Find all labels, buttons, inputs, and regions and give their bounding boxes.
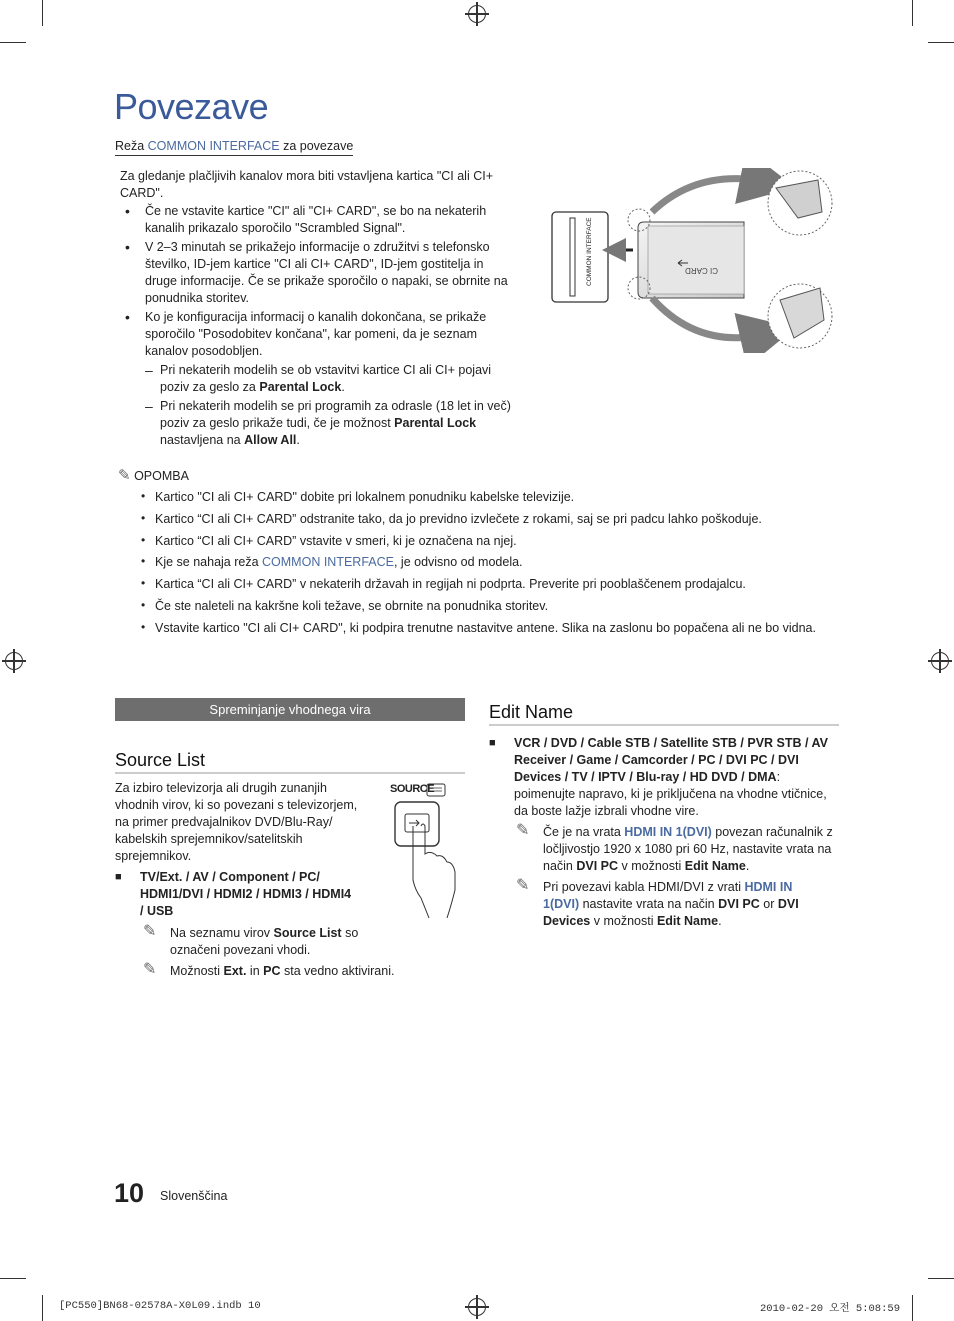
- note-section: [118, 466, 818, 642]
- section-heading: [115, 139, 353, 156]
- slot-label: COMMON INTERFACE: [586, 217, 593, 286]
- square-bullet-icon: ■: [489, 737, 496, 749]
- list-item: [120, 309, 515, 449]
- text: Pri nekaterih modelih se ob vstavitvi kartice CI ali CI+ pojavi poziv za geslo za: [160, 363, 492, 394]
- source-list-note: [143, 925, 378, 959]
- source-list-note: [143, 963, 418, 980]
- text-highlight: HDMI IN 1(DVI): [543, 880, 793, 911]
- text: nastavite vrata na način: [579, 897, 719, 911]
- text-bold: Ext.: [223, 964, 247, 978]
- text: Pri nekaterih modelih se pri programih za odrasle (18 let in več) poziv za geslo prikaže tudi, če je možnost: [160, 399, 511, 430]
- text-highlight: HDMI IN 1(DVI): [624, 825, 712, 839]
- source-list-item: [115, 869, 355, 920]
- note-header: [118, 466, 818, 484]
- text: .: [341, 380, 345, 394]
- edit-name-note: [516, 824, 840, 875]
- crop-mark: [42, 0, 43, 26]
- heading-prefix: Reža: [115, 139, 148, 153]
- registration-mark-icon: [468, 5, 486, 23]
- text-bold: Edit Name: [684, 859, 746, 873]
- list-item: • Če ne vstavite kartice "CI" ali "CI+ CARD", se bo na nekaterih kanalih prikazalo sporočilo "Scrambled Signal".: [120, 203, 515, 237]
- text: Če je na vrata: [543, 825, 625, 839]
- note-label: OPOMBA: [134, 469, 189, 483]
- text: or: [759, 897, 778, 911]
- text: , je odvisno od modela.: [393, 555, 523, 570]
- pencil-icon: ✎: [143, 961, 157, 978]
- text: .: [718, 914, 722, 928]
- crop-mark: [912, 0, 913, 26]
- intro-block: [120, 168, 515, 449]
- text: v možnosti: [618, 859, 685, 873]
- text-bold: Source List: [273, 926, 342, 940]
- sub-list-item: [145, 362, 515, 396]
- heading-suffix: za povezave: [279, 139, 354, 153]
- crop-mark: [42, 1295, 43, 1321]
- pencil-icon: ✎: [118, 467, 131, 484]
- section-bar: Spreminjanje vhodnega vira: [115, 698, 465, 721]
- text-highlight: COMMON INTERFACE: [262, 555, 394, 570]
- crop-mark: [928, 42, 954, 43]
- text-bold: Parental Lock: [259, 380, 342, 394]
- list-item: • Kartico “CI ali CI+ CARD” vstavite v smeri, ki je označena na njej.: [118, 533, 818, 549]
- divider: [489, 724, 839, 726]
- divider: [115, 772, 465, 774]
- pencil-icon: ✎: [143, 923, 157, 940]
- item-text: : poimenujte napravo, ki je priključena na vhodne vtičnice, da boste lažje izbrali vhodne vire.: [514, 770, 827, 818]
- text: nastavljena na: [160, 433, 245, 447]
- square-bullet-icon: ■: [115, 871, 122, 883]
- text-bold: DVI PC: [718, 897, 760, 911]
- text: so označeni povezani vhodi.: [170, 926, 359, 957]
- list-item: [118, 554, 818, 570]
- text: Možnosti: [170, 964, 224, 978]
- text: v možnosti: [590, 914, 657, 928]
- heading-highlight: COMMON INTERFACE: [147, 139, 280, 153]
- text: Na seznamu virov: [170, 926, 274, 940]
- source-list-heading: Source List: [115, 750, 206, 770]
- intro-text: Za gledanje plačljivih kanalov mora biti vstavljena kartica "CI ali CI+ CARD".: [120, 169, 494, 200]
- list-item: • Vstavite kartico "CI ali CI+ CARD", ki podpira trenutne nastavitve antene. Slika na zaslonu bo popačena ali ne bo vidna.: [118, 620, 818, 636]
- item-text: TV/Ext. / AV / Component / PC/ HDMI1/DVI / HDMI2 / HDMI3 / HDMI4 / USB: [140, 870, 352, 918]
- edit-name-heading: Edit Name: [489, 702, 574, 722]
- text: .: [296, 433, 300, 447]
- text-bold: DVI Devices: [543, 897, 799, 928]
- text: .: [745, 859, 750, 873]
- page-language: Slovenščina: [160, 1189, 228, 1203]
- registration-mark-icon: [468, 1298, 486, 1316]
- list-item: • Kartico "CI ali CI+ CARD" dobite pri lokalnem ponudniku kabelske televizije.: [118, 489, 818, 505]
- crop-mark: [928, 1278, 954, 1279]
- text-bold: Allow All: [244, 433, 297, 447]
- text: Kje se nahaja reža: [155, 555, 263, 570]
- registration-mark-icon: [5, 652, 23, 670]
- pencil-icon: ✎: [516, 822, 530, 839]
- print-slug-file: [PC550]BN68-02578A-X0L09.indb 10: [59, 1300, 261, 1312]
- crop-mark: [912, 1295, 913, 1321]
- ci-card-illustration: [548, 168, 838, 353]
- remote-hand-illustration: [385, 780, 465, 920]
- page-number: 10: [114, 1178, 145, 1208]
- tv-slot-panel: [552, 212, 608, 302]
- registration-mark-icon: [931, 652, 949, 670]
- sub-list-item: [145, 398, 515, 449]
- list-item: • Če ste naleteli na kakršne koli težave, se obrnite na ponudnika storitev.: [118, 598, 818, 614]
- list-item: • Kartico “CI ali CI+ CARD” odstranite tako, da jo previdno izvlečete z rokami, saj se pri padcu lahko poškoduje.: [118, 511, 818, 527]
- source-list-desc: Za izbiro televizorja ali drugih zunanjih vhodnih virov, ki so povezani s televizorjem, na primer predvajalnikov DVD/Blu-Ray/ kabelskih sprejemnikov/satelitskih sprejemnikov.: [115, 781, 358, 863]
- item-text-bold: VCR / DVD / Cable STB / Satellite STB / PVR STB / AV Receiver / Game / Camcorder / PC / DVI PC / DVI Devices / TV / IPTV / Blu-ray / HD DVD / DMA: [514, 736, 828, 784]
- source-button-label: SOURCE: [390, 783, 435, 795]
- text: povezan računalnik z ločljivostjo 1920 x 1080 pri 60 Hz, nastavite vrata na način: [543, 825, 833, 873]
- text: sta vedno aktivirani.: [280, 964, 395, 978]
- text: Pri povezavi kabla HDMI/DVI z vrati: [543, 880, 745, 894]
- list-item-text: Ko je konfiguracija informacij o kanalih dokončana, se prikaže sporočilo "Posodobitev končana", kar pomeni, da je seznam kanalov posodobljen.: [145, 310, 487, 358]
- page-title: Povezave: [114, 86, 269, 127]
- crop-mark: [0, 42, 26, 43]
- text-bold: PC: [263, 964, 281, 978]
- text-bold: DVI PC: [576, 859, 619, 873]
- list-item: • V 2–3 minutah se prikažejo informacije o združitvi s telefonsko številko, ID-jem kartice "CI ali CI+ CARD", ID-jem gostitelja in druge informacije. Če se prikaže sporočilo o napaki, se obrnite na ponudnika storitev.: [120, 239, 515, 307]
- edit-name-item: [489, 735, 839, 820]
- print-slug-date: 2010-02-20 오전 5:08:59: [760, 1303, 901, 1315]
- pencil-icon: ✎: [516, 877, 530, 894]
- card-label: CI CARD: [685, 266, 718, 275]
- text-bold: Parental Lock: [394, 416, 477, 430]
- text: in: [246, 964, 264, 978]
- list-item: • Kartica “CI ali CI+ CARD” v nekaterih državah in regijah ni podprta. Preverite pri pooblaščenem prodajalcu.: [118, 576, 818, 592]
- crop-mark: [0, 1278, 26, 1279]
- text-bold: Edit Name: [656, 914, 719, 928]
- edit-name-note: [516, 879, 816, 930]
